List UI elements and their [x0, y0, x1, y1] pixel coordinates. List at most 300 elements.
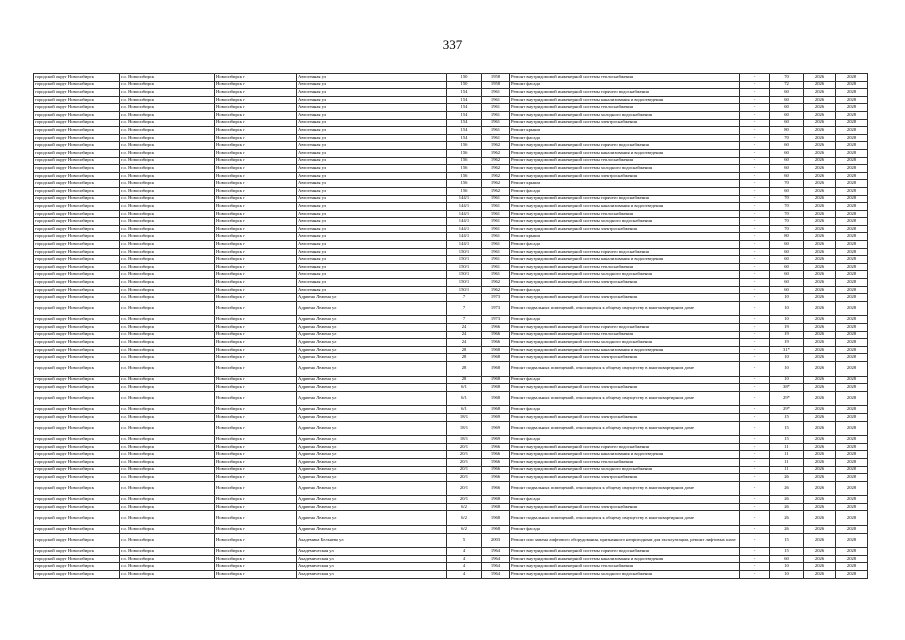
build-year-cell: 1968	[482, 361, 510, 376]
start-year-cell: 2026	[804, 210, 836, 218]
house-number-cell: 7	[447, 294, 482, 302]
house-number-cell: 144/1	[447, 233, 482, 241]
municipality-cell: городской округ Новосибирск	[34, 271, 120, 279]
table-row	[34, 187, 868, 195]
municipality-cell: городской округ Новосибирск	[34, 406, 120, 414]
dash-cell: -	[740, 496, 770, 504]
street-cell: Автогенная ул	[297, 89, 447, 97]
district-cell: г.о. Новосибирск	[120, 180, 215, 188]
work-type-cell: Ремонт внутридомовой инженерной системы теплоснабжения	[510, 563, 740, 571]
dash-cell: -	[740, 376, 770, 384]
table-row	[34, 104, 868, 112]
house-number-cell: 150/1	[447, 279, 482, 287]
work-type-cell: Ремонт внутридомовой инженерной системы горячего водоснабжения	[510, 142, 740, 150]
start-year-cell: 2026	[804, 331, 836, 339]
house-number-cell: 6/2	[447, 511, 482, 526]
dash-cell: -	[740, 111, 770, 119]
end-year-cell: 2028	[836, 511, 868, 526]
end-year-cell: 2028	[836, 218, 868, 226]
city-cell: Новосибирск г	[215, 451, 297, 459]
district-cell: г.о. Новосибирск	[120, 511, 215, 526]
street-cell: Автогенная ул	[297, 187, 447, 195]
street-cell: Автогенная ул	[297, 104, 447, 112]
municipality-cell: городской округ Новосибирск	[34, 421, 120, 436]
cost-cell: 60	[770, 241, 804, 249]
table-row	[34, 339, 868, 347]
house-number-cell: 4	[447, 548, 482, 556]
end-year-cell: 2028	[836, 263, 868, 271]
end-year-cell: 2028	[836, 104, 868, 112]
build-year-cell: 1966	[482, 339, 510, 347]
build-year-cell: 1966	[482, 451, 510, 459]
city-cell: Новосибирск г	[215, 81, 297, 89]
house-number-cell: 20/1	[447, 466, 482, 474]
house-number-cell: 7	[447, 301, 482, 316]
municipality-cell: городской округ Новосибирск	[34, 413, 120, 421]
city-cell: Новосибирск г	[215, 376, 297, 384]
street-cell: Адриена Лежена ул	[297, 458, 447, 466]
municipality-cell: городской округ Новосибирск	[34, 533, 120, 548]
work-type-cell: Ремонт внутридомовой инженерной системы теплоснабжения	[510, 210, 740, 218]
end-year-cell: 2028	[836, 127, 868, 135]
work-type-cell: Ремонт фасада	[510, 187, 740, 195]
dash-cell: -	[740, 233, 770, 241]
municipality-cell: городской округ Новосибирск	[34, 165, 120, 173]
start-year-cell: 2026	[804, 294, 836, 302]
start-year-cell: 2026	[804, 89, 836, 97]
table-row	[34, 248, 868, 256]
street-cell: Адриена Лежена ул	[297, 421, 447, 436]
municipality-cell: городской округ Новосибирск	[34, 511, 120, 526]
street-cell: Адриена Лежена ул	[297, 324, 447, 332]
municipality-cell: городской округ Новосибирск	[34, 210, 120, 218]
build-year-cell: 1968	[482, 511, 510, 526]
house-number-cell: 24	[447, 339, 482, 347]
dash-cell: -	[740, 210, 770, 218]
district-cell: г.о. Новосибирск	[120, 111, 215, 119]
end-year-cell: 2028	[836, 346, 868, 354]
city-cell: Новосибирск г	[215, 361, 297, 376]
street-cell: Автогенная ул	[297, 149, 447, 157]
end-year-cell: 2028	[836, 384, 868, 392]
build-year-cell: 1961	[482, 263, 510, 271]
house-number-cell: 150/1	[447, 256, 482, 264]
cost-cell: 26	[770, 503, 804, 511]
work-type-cell: Ремонт фасада	[510, 81, 740, 89]
cost-cell: 60	[770, 279, 804, 287]
municipality-cell: городской округ Новосибирск	[34, 384, 120, 392]
street-cell: Автогенная ул	[297, 81, 447, 89]
municipality-cell: городской округ Новосибирск	[34, 526, 120, 534]
street-cell: Автогенная ул	[297, 256, 447, 264]
end-year-cell: 2028	[836, 436, 868, 444]
cost-cell: 60	[770, 111, 804, 119]
page-number: 337	[442, 37, 463, 52]
street-cell: Автогенная ул	[297, 203, 447, 211]
cost-cell: 11	[770, 466, 804, 474]
start-year-cell: 2026	[804, 256, 836, 264]
build-year-cell: 1961	[482, 195, 510, 203]
work-type-cell: Ремонт внутридомовой инженерной системы теплоснабжения	[510, 74, 740, 82]
end-year-cell: 2028	[836, 555, 868, 563]
city-cell: Новосибирск г	[215, 331, 297, 339]
street-cell: Автогенная ул	[297, 74, 447, 82]
house-number-cell: 20/1	[447, 443, 482, 451]
start-year-cell: 2026	[804, 203, 836, 211]
cost-cell: 10	[770, 376, 804, 384]
street-cell: Адриена Лежена ул	[297, 361, 447, 376]
end-year-cell: 2028	[836, 203, 868, 211]
table-row	[34, 316, 868, 324]
district-cell: г.о. Новосибирск	[120, 149, 215, 157]
street-cell: Автогенная ул	[297, 271, 447, 279]
city-cell: Новосибирск г	[215, 481, 297, 496]
district-cell: г.о. Новосибирск	[120, 134, 215, 142]
street-cell: Адриена Лежена ул	[297, 331, 447, 339]
work-type-cell: Ремонт внутридомовой инженерной системы холодного водоснабжения	[510, 271, 740, 279]
build-year-cell: 1964	[482, 548, 510, 556]
work-type-cell: Ремонт внутридомовой инженерной системы горячего водоснабжения	[510, 89, 740, 97]
table-row	[34, 443, 868, 451]
district-cell: г.о. Новосибирск	[120, 324, 215, 332]
work-type-cell: Ремонт внутридомовой инженерной системы теплоснабжения	[510, 157, 740, 165]
start-year-cell: 2026	[804, 172, 836, 180]
house-number-cell: 28	[447, 346, 482, 354]
table-row	[34, 324, 868, 332]
city-cell: Новосибирск г	[215, 210, 297, 218]
district-cell: г.о. Новосибирск	[120, 526, 215, 534]
work-type-cell: Ремонт фасада	[510, 134, 740, 142]
district-cell: г.о. Новосибирск	[120, 458, 215, 466]
district-cell: г.о. Новосибирск	[120, 481, 215, 496]
city-cell: Новосибирск г	[215, 421, 297, 436]
table-row	[34, 165, 868, 173]
dash-cell: -	[740, 279, 770, 287]
work-type-cell: Ремонт внутридомовой инженерной системы электроснабжения	[510, 225, 740, 233]
table-row	[34, 180, 868, 188]
end-year-cell: 2028	[836, 180, 868, 188]
house-number-cell: 4	[447, 555, 482, 563]
start-year-cell: 2026	[804, 218, 836, 226]
start-year-cell: 2026	[804, 104, 836, 112]
district-cell: г.о. Новосибирск	[120, 248, 215, 256]
street-cell: Адриена Лежена ул	[297, 384, 447, 392]
district-cell: г.о. Новосибирск	[120, 195, 215, 203]
house-number-cell: 144/1	[447, 225, 482, 233]
municipality-cell: городской округ Новосибирск	[34, 233, 120, 241]
city-cell: Новосибирск г	[215, 142, 297, 150]
house-number-cell: 144/1	[447, 210, 482, 218]
city-cell: Новосибирск г	[215, 225, 297, 233]
district-cell: г.о. Новосибирск	[120, 421, 215, 436]
end-year-cell: 2028	[836, 233, 868, 241]
cost-cell: 38*	[770, 384, 804, 392]
start-year-cell: 2026	[804, 548, 836, 556]
district-cell: г.о. Новосибирск	[120, 233, 215, 241]
build-year-cell: 1961	[482, 256, 510, 264]
dash-cell: -	[740, 149, 770, 157]
district-cell: г.о. Новосибирск	[120, 142, 215, 150]
city-cell: Новосибирск г	[215, 571, 297, 579]
build-year-cell: 1973	[482, 294, 510, 302]
house-number-cell: 20/1	[447, 481, 482, 496]
district-cell: г.о. Новосибирск	[120, 316, 215, 324]
build-year-cell: 1966	[482, 474, 510, 482]
work-type-cell: Ремонт внутридомовой инженерной системы теплоснабжения	[510, 263, 740, 271]
city-cell: Новосибирск г	[215, 511, 297, 526]
district-cell: г.о. Новосибирск	[120, 413, 215, 421]
street-cell: Адриена Лежена ул	[297, 391, 447, 406]
house-number-cell: 6/1	[447, 391, 482, 406]
end-year-cell: 2028	[836, 225, 868, 233]
end-year-cell: 2028	[836, 119, 868, 127]
work-type-cell: Ремонт внутридомовой инженерной системы электроснабжения	[510, 172, 740, 180]
build-year-cell: 1968	[482, 503, 510, 511]
cost-cell: 19	[770, 324, 804, 332]
cost-cell: 70	[770, 195, 804, 203]
dash-cell: -	[740, 134, 770, 142]
work-type-cell: Ремонт фасада	[510, 526, 740, 534]
municipality-cell: городской округ Новосибирск	[34, 571, 120, 579]
municipality-cell: городской округ Новосибирск	[34, 451, 120, 459]
street-cell: Автогенная ул	[297, 134, 447, 142]
work-type-cell: Ремонт подвальных помещений, относящихся к общему имуществу в многоквартирном доме	[510, 421, 740, 436]
municipality-cell: городской округ Новосибирск	[34, 361, 120, 376]
table-row	[34, 533, 868, 548]
build-year-cell: 1968	[482, 376, 510, 384]
work-type-cell: Ремонт внутридомовой инженерной системы канализования и водоотведения	[510, 256, 740, 264]
municipality-cell: городской округ Новосибирск	[34, 111, 120, 119]
street-cell: Автогенная ул	[297, 248, 447, 256]
district-cell: г.о. Новосибирск	[120, 503, 215, 511]
start-year-cell: 2026	[804, 271, 836, 279]
district-cell: г.о. Новосибирск	[120, 165, 215, 173]
table-row	[34, 413, 868, 421]
street-cell: Автогенная ул	[297, 263, 447, 271]
house-number-cell: 28	[447, 361, 482, 376]
district-cell: г.о. Новосибирск	[120, 263, 215, 271]
house-number-cell: 144/1	[447, 218, 482, 226]
cost-cell: 60	[770, 256, 804, 264]
municipality-cell: городской округ Новосибирск	[34, 119, 120, 127]
city-cell: Новосибирск г	[215, 111, 297, 119]
end-year-cell: 2028	[836, 111, 868, 119]
dash-cell: -	[740, 96, 770, 104]
end-year-cell: 2028	[836, 421, 868, 436]
work-type-cell: Ремонт внутридомовой инженерной системы канализования и водоотведения	[510, 149, 740, 157]
end-year-cell: 2028	[836, 451, 868, 459]
dash-cell: -	[740, 361, 770, 376]
work-type-cell: Ремонт внутридомовой инженерной системы холодного водоснабжения	[510, 466, 740, 474]
start-year-cell: 2026	[804, 346, 836, 354]
district-cell: г.о. Новосибирск	[120, 294, 215, 302]
end-year-cell: 2028	[836, 331, 868, 339]
table-row	[34, 271, 868, 279]
municipality-cell: городской округ Новосибирск	[34, 496, 120, 504]
start-year-cell: 2026	[804, 503, 836, 511]
city-cell: Новосибирск г	[215, 256, 297, 264]
build-year-cell: 1968	[482, 406, 510, 414]
build-year-cell: 1961	[482, 218, 510, 226]
house-number-cell: 6/1	[447, 406, 482, 414]
dash-cell: -	[740, 81, 770, 89]
house-number-cell: 150/1	[447, 263, 482, 271]
build-year-cell: 1958	[482, 81, 510, 89]
table-row	[34, 279, 868, 287]
municipality-cell: городской округ Новосибирск	[34, 436, 120, 444]
dash-cell: -	[740, 271, 770, 279]
city-cell: Новосибирск г	[215, 134, 297, 142]
end-year-cell: 2028	[836, 271, 868, 279]
dash-cell: -	[740, 195, 770, 203]
end-year-cell: 2028	[836, 458, 868, 466]
table-row	[34, 406, 868, 414]
dash-cell: -	[740, 142, 770, 150]
build-year-cell: 1968	[482, 391, 510, 406]
cost-cell: 60	[770, 286, 804, 294]
street-cell: Адриена Лежена ул	[297, 436, 447, 444]
build-year-cell: 1961	[482, 134, 510, 142]
dash-cell: -	[740, 172, 770, 180]
table-row	[34, 384, 868, 392]
table-row	[34, 263, 868, 271]
house-number-cell: 20/1	[447, 474, 482, 482]
end-year-cell: 2028	[836, 361, 868, 376]
build-year-cell: 1968	[482, 354, 510, 362]
house-number-cell: 144/1	[447, 241, 482, 249]
district-cell: г.о. Новосибирск	[120, 286, 215, 294]
table-row	[34, 294, 868, 302]
dash-cell: -	[740, 157, 770, 165]
start-year-cell: 2026	[804, 474, 836, 482]
street-cell: Адриена Лежена ул	[297, 406, 447, 414]
cost-cell: 15	[770, 436, 804, 444]
end-year-cell: 2028	[836, 571, 868, 579]
district-cell: г.о. Новосибирск	[120, 119, 215, 127]
city-cell: Новосибирск г	[215, 503, 297, 511]
build-year-cell: 1961	[482, 104, 510, 112]
city-cell: Новосибирск г	[215, 474, 297, 482]
table-row	[34, 376, 868, 384]
street-cell: Автогенная ул	[297, 119, 447, 127]
district-cell: г.о. Новосибирск	[120, 391, 215, 406]
street-cell: Адриена Лежена ул	[297, 466, 447, 474]
build-year-cell: 1961	[482, 119, 510, 127]
build-year-cell: 1961	[482, 241, 510, 249]
district-cell: г.о. Новосибирск	[120, 533, 215, 548]
start-year-cell: 2026	[804, 481, 836, 496]
cost-cell: 10	[770, 294, 804, 302]
cost-cell: 72	[770, 81, 804, 89]
municipality-cell: городской округ Новосибирск	[34, 563, 120, 571]
cost-cell: 70	[770, 203, 804, 211]
street-cell: Адриена Лежена ул	[297, 316, 447, 324]
city-cell: Новосибирск г	[215, 149, 297, 157]
work-type-cell: Ремонт внутридомовой инженерной системы горячего водоснабжения	[510, 195, 740, 203]
build-year-cell: 1966	[482, 458, 510, 466]
district-cell: г.о. Новосибирск	[120, 466, 215, 474]
municipality-cell: городской округ Новосибирск	[34, 172, 120, 180]
cost-cell: 80	[770, 233, 804, 241]
build-year-cell: 1958	[482, 74, 510, 82]
work-type-cell: Ремонт подвальных помещений, относящихся к общему имуществу в многоквартирном доме	[510, 361, 740, 376]
end-year-cell: 2028	[836, 354, 868, 362]
build-year-cell: 1962	[482, 187, 510, 195]
municipality-cell: городской округ Новосибирск	[34, 481, 120, 496]
start-year-cell: 2026	[804, 555, 836, 563]
end-year-cell: 2028	[836, 316, 868, 324]
district-cell: г.о. Новосибирск	[120, 443, 215, 451]
table-row	[34, 458, 868, 466]
start-year-cell: 2026	[804, 74, 836, 82]
start-year-cell: 2026	[804, 81, 836, 89]
dash-cell: -	[740, 127, 770, 135]
table-row	[34, 241, 868, 249]
municipality-cell: городской округ Новосибирск	[34, 81, 120, 89]
table-row	[34, 331, 868, 339]
district-cell: г.о. Новосибирск	[120, 256, 215, 264]
city-cell: Новосибирск г	[215, 324, 297, 332]
cost-cell: 60	[770, 119, 804, 127]
end-year-cell: 2028	[836, 81, 868, 89]
cost-cell: 60	[770, 187, 804, 195]
table-row	[34, 203, 868, 211]
work-type-cell: Ремонт внутридомовой инженерной системы горячего водоснабжения	[510, 548, 740, 556]
cost-cell: 26	[770, 526, 804, 534]
cost-cell: 80	[770, 127, 804, 135]
start-year-cell: 2026	[804, 286, 836, 294]
city-cell: Новосибирск г	[215, 533, 297, 548]
work-type-cell: Ремонт внутридомовой инженерной системы теплоснабжения	[510, 104, 740, 112]
dash-cell: -	[740, 458, 770, 466]
municipality-cell: городской округ Новосибирск	[34, 474, 120, 482]
build-year-cell: 1966	[482, 443, 510, 451]
work-type-cell: Ремонт внутридомовой инженерной системы канализования и водоотведения	[510, 346, 740, 354]
street-cell: Адриена Лежена ул	[297, 376, 447, 384]
end-year-cell: 2028	[836, 157, 868, 165]
table-row	[34, 301, 868, 316]
city-cell: Новосибирск г	[215, 346, 297, 354]
table-row	[34, 496, 868, 504]
dash-cell: -	[740, 187, 770, 195]
dash-cell: -	[740, 555, 770, 563]
cost-cell: 70	[770, 218, 804, 226]
street-cell: Адриена Лежена ул	[297, 481, 447, 496]
dash-cell: -	[740, 241, 770, 249]
build-year-cell: 1968	[482, 346, 510, 354]
cost-cell: 10	[770, 316, 804, 324]
work-type-cell: Ремонт внутридомовой инженерной системы электроснабжения	[510, 384, 740, 392]
start-year-cell: 2026	[804, 496, 836, 504]
district-cell: г.о. Новосибирск	[120, 571, 215, 579]
cost-cell: 11	[770, 443, 804, 451]
district-cell: г.о. Новосибирск	[120, 339, 215, 347]
build-year-cell: 1962	[482, 180, 510, 188]
table-row	[34, 555, 868, 563]
street-cell: Автогенная ул	[297, 111, 447, 119]
start-year-cell: 2026	[804, 157, 836, 165]
start-year-cell: 2026	[804, 339, 836, 347]
work-type-cell: Ремонт подвальных помещений, относящихся к общему имуществу в многоквартирном доме	[510, 391, 740, 406]
start-year-cell: 2026	[804, 127, 836, 135]
street-cell: Адриена Лежена ул	[297, 451, 447, 459]
city-cell: Новосибирск г	[215, 458, 297, 466]
build-year-cell: 1964	[482, 555, 510, 563]
street-cell: Адриена Лежена ул	[297, 294, 447, 302]
table-row	[34, 218, 868, 226]
dash-cell: -	[740, 443, 770, 451]
table-body	[34, 74, 868, 579]
